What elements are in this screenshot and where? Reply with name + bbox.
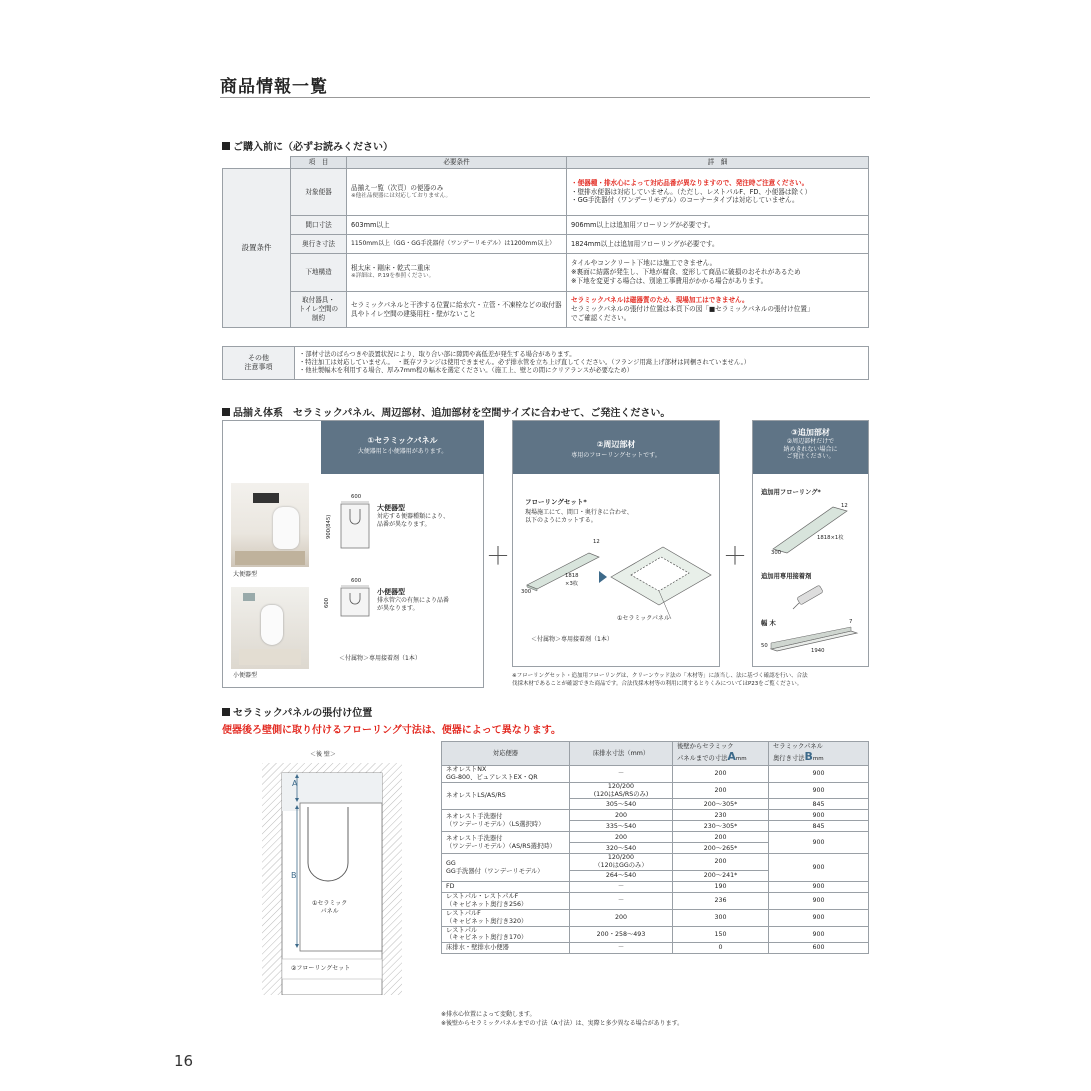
header-item: 項 目 [291,157,347,169]
table-row [442,766,869,783]
cell-b: 845 [769,821,869,832]
dimension-b-label: B [291,871,297,880]
baseboard-label: 幅 木 [761,620,776,627]
cell-drain: 120/200 （120はGGのみ） [570,854,673,871]
table-row [223,235,869,254]
wall-label: ＜後 壁＞ [310,751,336,758]
extra-flooring-drawing [767,499,867,555]
additional-parts-box [752,420,869,667]
set-thickness: 12 [593,539,600,545]
row-item: 奥行き寸法 [291,235,347,254]
before-purchase-heading: ご購入前に（必ずお読みください） [222,138,393,153]
cell-a: 0 [673,943,769,954]
placement-red-heading: 便器後ろ壁側に取り付けるフローリング寸法は、便器によって異なります。 [222,725,561,736]
cell-a: 200～265* [673,843,769,854]
table-row [442,782,869,799]
row-item: 下地構造 [291,254,347,292]
baseboard-height: 50 [761,643,768,649]
cell-toilet: ネオレスト手洗器付 （ワンデーリモデル）（AS/RS選択時） [442,832,570,854]
table-row [223,169,869,216]
installation-conditions-table [222,156,869,328]
extra-flooring-thickness: 12 [841,503,848,509]
cell-toilet: 床排水・壁排水小便器 [442,943,570,954]
table-row [223,254,869,292]
set-panel-label: ①セラミックパネル [617,615,670,622]
cell-drain: － [570,766,673,783]
cell-a: 200 [673,832,769,843]
cell-drain: － [570,893,673,910]
table-row [442,943,869,954]
panel1-header [321,421,484,474]
panel1-subtitle: 大便器用と小便器用があります。 [357,448,448,455]
table-row [442,832,869,843]
extra-flooring-label: 追加用フローリング* [761,489,821,496]
cell-b: 900 [769,810,869,821]
table-row [442,909,869,926]
cell-toilet: ネオレストNX GG-800、ピュアレストEX・QR [442,766,570,783]
photo2-caption: 小便器型 [233,672,258,679]
toilet-photo [231,483,309,567]
cell-a: 190 [673,882,769,893]
cell-drain: 264～540 [570,871,673,882]
placement-note-2: ※後壁からセラミックパネルまでの寸法（A寸法）は、実際と多少異なる場合があります。 [441,1020,684,1027]
extra-flooring-width: 300 [771,550,782,556]
small-panel-drawing [331,585,375,619]
placement-heading: セラミックパネルの張付け位置 [222,704,372,719]
header-blank [223,157,291,169]
panel3-title: ③追加部材 [791,428,830,437]
cell-a: 236 [673,893,769,910]
cell-a: 200 [673,854,769,871]
row-detail: 906mm以上は追加用フローリングが必要です。 [567,216,869,235]
big-panel-desc: 対応する便器種類により、 品番が異なります。 [377,513,450,529]
cell-toilet: レストパル・レストパルF （キャビネット奥行き256） [442,893,570,910]
adhesive-tube-icon [791,583,831,613]
cell-a: 150 [673,926,769,943]
adhesive-label: 追加用専用接着剤 [761,573,812,580]
table-row [442,810,869,821]
cell-a: 200～305* [673,799,769,810]
title-divider [220,97,870,98]
small-panel-width: 600 [351,578,362,584]
baseboard-length: 1940 [811,648,825,654]
photo1-caption: 大便器型 [233,571,258,578]
plan-flooring-label: ②フローリングセット [291,965,351,972]
lineup-footnote: ※フローリングセット・追加用フローリングは、クリーンウッド法の「木材等」に該当し、法に基づく確認を行い、合法 伐採木材であることが確認できた商品です。合法伐採木材等の利用に関するとりくみについてはP23をご覧ください。 [512,673,808,688]
header-drain: 床排水寸法（mm） [570,742,673,766]
cell-drain: 120/200 (120はAS/RSのみ) [570,782,673,799]
table-row [223,292,869,328]
set-length: 1818 ×3枚 [565,573,579,587]
cell-drain: 335～540 [570,821,673,832]
baseboard-thickness: 7 [849,619,853,625]
row-detail: タイルやコンクリート下地には施工できません。 ※裏面に結露が発生し、下地が腐食、変形して商品に破損のおそれがあるため ※下地を変更する場合は、別途工事費用がかかる場合があります。 [567,254,869,292]
other-notes: ・部材寸法のばらつきや設置状況により、取り合い部に隙間や高低差が発生する場合があります。 ・特注加工は対応していません。 ・既存フランジは使用できません。必ず排水管を立ち上げ直してください。（フランジ用嵩上げ部材は同梱されていません。） ・他社製幅木を利用する場合、厚み7mm程の幅木を選定ください。（施工上、壁との間にクリアランスが必要なため） [295,347,869,380]
cell-a: 230～305* [673,821,769,832]
ceramic-panel-box [222,420,484,688]
header-b: セラミックパネル 奥行き寸法Bmm [769,742,869,766]
big-panel-label: 大便器型 [377,504,405,512]
big-panel-height: 900(845) [326,514,332,539]
page-title: 商品情報一覧 [220,77,328,97]
set-desc: 現場施工にて、間口・奥行きに合わせ、 以下のようにカットする。 [525,509,633,525]
cell-drain: 200・258～493 [570,926,673,943]
cell-a: 200 [673,766,769,783]
panel2-header [513,421,719,474]
row-detail: ・便器種・排水心によって対応品番が異なりますので、発注時ご注意ください。 ・壁排水便器は対応していません。（ただし、レストパルF、FD、小便器は除く） ・GG手洗器付（ワンデーリモデル）のコーナータイプは対応していません。 [567,169,869,216]
cell-a: 200 [673,782,769,799]
dimension-a-label: A [292,779,298,788]
urinal-photo [231,587,309,669]
table-header-row [223,157,869,169]
other-label: その他 注意事項 [223,347,295,380]
header-detail: 詳 細 [567,157,869,169]
cell-b: 600 [769,943,869,954]
square-bullet-icon [222,708,230,716]
table-row [442,882,869,893]
cell-toilet: GG GG手洗器付（ワンデーリモデル） [442,854,570,882]
set-title: フローリングセット* [525,498,587,506]
cell-toilet: レストパルF （キャビネット奥行き320） [442,909,570,926]
panel2-accessory: ＜付属物＞専用接着剤（1本） [531,636,613,643]
small-panel-label: 小便器型 [377,588,405,596]
square-bullet-icon [222,142,230,150]
row-condition: セラミックパネルと干渉する位置に給水穴・立管・不凍栓などの取付器具やトイレ空間の建築用柱・壁がないこと [347,292,567,328]
placement-note-1: ※排水心位置によって変動します。 [441,1011,536,1018]
square-bullet-icon [222,408,230,416]
plus-sign: ＋ [486,542,510,570]
big-panel-drawing [331,501,375,551]
group-label: 設置条件 [223,169,291,328]
cell-a: 230 [673,810,769,821]
panel1-accessory: ＜付属物＞専用接着剤（1本） [339,655,421,662]
row-detail: 1824mm以上は追加用フローリングが必要です。 [567,235,869,254]
cell-a: 200～241* [673,871,769,882]
table-row [442,926,869,943]
lineup-heading: 品揃え体系 セラミックパネル、周辺部材、追加部材を空間サイズに合わせて、ご発注ください。 [222,404,670,419]
cell-b: 845 [769,799,869,810]
cell-b: 900 [769,909,869,926]
panel2-subtitle: 専用のフローリングセットです。 [571,452,661,459]
cell-b: 900 [769,926,869,943]
row-item: 取付器具・ トイレ空間の 制約 [291,292,347,328]
cell-drain: 200 [570,909,673,926]
row-condition: 1150mm以上（GG・GG手洗器付（ワンデーリモデル）は1200mm以上） [347,235,567,254]
row-item: 対象便器 [291,169,347,216]
extra-flooring-length: 1818×1枚 [817,535,844,541]
cell-b: 900 [769,893,869,910]
panel3-header [753,421,868,474]
page-number: 16 [174,1052,194,1070]
other-notes-table [222,346,869,380]
cell-b: 900 [769,832,869,854]
big-panel-width: 600 [351,494,362,500]
row-condition: 603mm以上 [347,216,567,235]
cell-drain: 305～540 [570,799,673,810]
cell-b: 900 [769,882,869,893]
panel1-title: ①セラミックパネル [367,436,438,445]
cell-b: 900 [769,782,869,799]
header-a: 後壁からセラミック パネルまでの寸法Amm [673,742,769,766]
row-item: 間口寸法 [291,216,347,235]
cell-drain: － [570,943,673,954]
table-header-row [442,742,869,766]
table-row [442,893,869,910]
header-toilet: 対応便器 [442,742,570,766]
plus-sign: ＋ [723,542,747,570]
placement-dimension-table [441,741,869,954]
row-condition: 根太床・剛床・乾式二重床 ※詳細は、P.19を参照ください。 [347,254,567,292]
cell-b: 900 [769,854,869,882]
cell-toilet: FD [442,882,570,893]
table-row [223,216,869,235]
small-panel-desc: 排水管穴の有無により品番 が異なります。 [377,597,450,613]
plan-panel-label: ①セラミック パネル [312,900,348,916]
panel3-subtitle: ②周辺部材だけで 納めきれない場合に ご発注ください。 [783,438,838,460]
cell-drain: － [570,882,673,893]
cell-toilet: レストパル （キャビネット奥行き170） [442,926,570,943]
small-panel-height: 600 [324,597,330,608]
cell-drain: 320～540 [570,843,673,854]
header-condition: 必要条件 [347,157,567,169]
panel2-title: ②周辺部材 [596,440,636,449]
cell-toilet: ネオレスト手洗器付 （ワンデーリモデル）（LS選択時） [442,810,570,832]
cell-drain: 200 [570,832,673,843]
cell-toilet: ネオレストLS/AS/RS [442,782,570,810]
cell-drain: 200 [570,810,673,821]
cell-b: 900 [769,766,869,783]
row-detail: セラミックパネルは磁器質のため、現場加工はできません。 セラミックパネルの張付け位置は本頁下の図「■セラミックパネルの張付け位置」 でご確認ください。 [567,292,869,328]
table-row [442,854,869,871]
flooring-set-box [512,420,720,667]
row-condition: 品揃え一覧（次頁）の便器のみ ※他社品便器には対応しておりません。 [347,169,567,216]
placement-plan-drawing [262,763,402,995]
cell-a: 300 [673,909,769,926]
set-width: 300 [521,589,532,595]
